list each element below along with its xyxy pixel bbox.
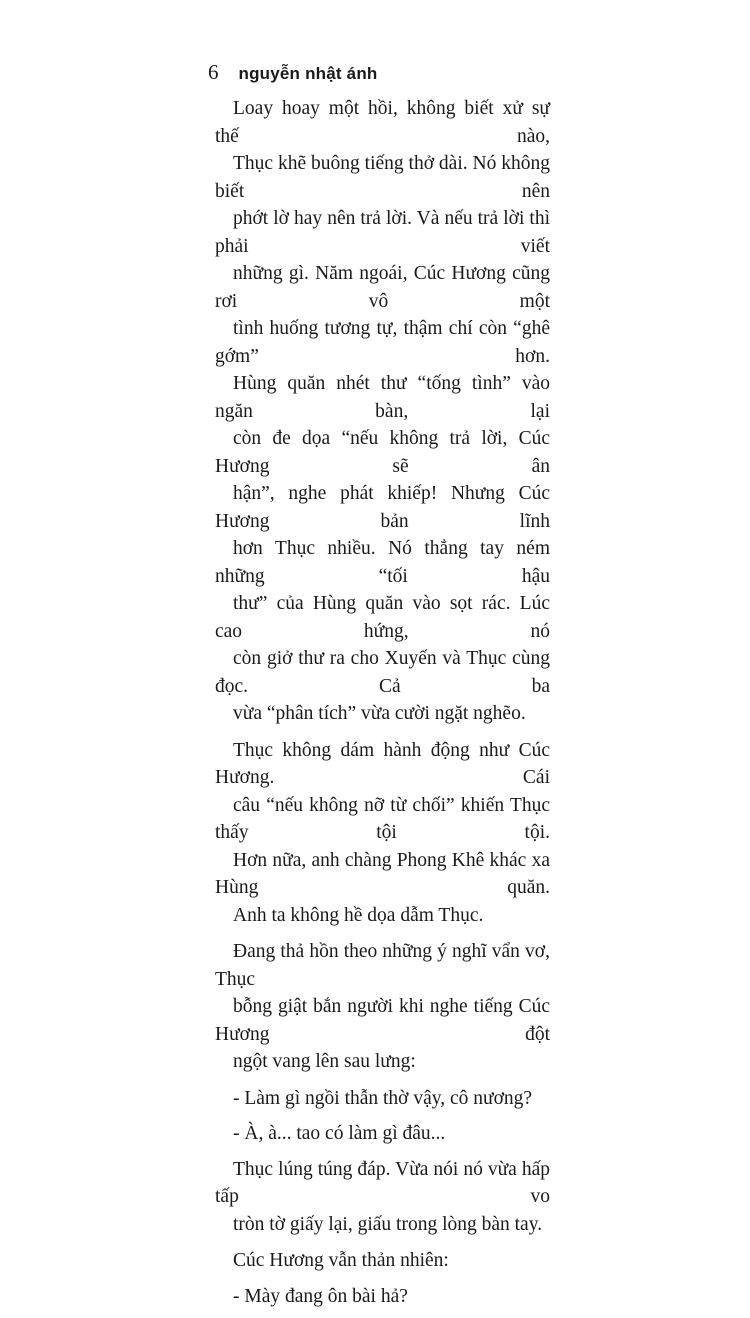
text-line: hơn Thục nhiều. Nó thẳng tay ném những “tối hậu: [215, 538, 550, 587]
text-line: Hơn nữa, anh chàng Phong Khê khác xa Hùng quăn.: [215, 849, 550, 898]
author-name: nguyễn nhật ánh: [238, 64, 378, 83]
dialogue-line: [215, 1283, 550, 1311]
body-text: [215, 95, 550, 1318]
text-line: thư” của Hùng quăn vào sọt rác. Lúc cao hứng, nó: [215, 593, 550, 642]
text-line: Thục lúng túng đáp. Vừa nói nó vừa hấp tấp vo: [215, 1158, 550, 1207]
text-line: bỗng giật bắn người khi nghe tiếng Cúc Hương đột: [215, 996, 550, 1045]
paragraph: [215, 1247, 550, 1275]
text-line: Hùng quăn nhét thư “tống tình” vào ngăn bàn, lại: [215, 373, 550, 422]
text-line: hận”, nghe phát khiếp! Nhưng Cúc Hương bản lĩnh: [215, 483, 550, 532]
text-line: còn đe dọa “nếu không trả lời, Cúc Hương sẽ ân: [215, 428, 550, 477]
text-line: Anh ta không hề dọa dẫm Thục.: [233, 904, 484, 926]
text-line: tròn tờ giấy lại, giấu trong lòng bàn tay.: [233, 1213, 543, 1235]
running-header: [208, 60, 378, 85]
text-line: Thục không dám hành động như Cúc Hương. Cái: [215, 739, 550, 788]
text-line: - Làm gì ngồi thẫn thờ vậy, cô nương?: [233, 1087, 533, 1109]
page-number: 6: [208, 60, 219, 84]
text-line: Đang thả hồn theo những ý nghĩ vẩn vơ, Thục: [215, 941, 550, 990]
dialogue-line: [215, 1120, 550, 1148]
paragraph: [215, 95, 550, 728]
paragraph: [215, 737, 550, 930]
text-line: câu “nếu không nỡ từ chối” khiến Thục thấy tội tội.: [215, 794, 550, 843]
text-line: ngột vang lên sau lưng:: [233, 1051, 416, 1072]
text-line: - Mày đang ôn bài hả?: [233, 1285, 408, 1307]
text-line: còn giở thư ra cho Xuyến và Thục cùng đọc. Cả ba: [215, 648, 550, 697]
dialogue-line: [215, 1085, 550, 1113]
text-line: những gì. Năm ngoái, Cúc Hương cũng rơi vô một: [215, 263, 550, 312]
text-line: phớt lờ hay nên trả lời. Và nếu trả lời thì phải viết: [215, 208, 550, 257]
text-line: Thục khẽ buông tiếng thở dài. Nó không biết nên: [215, 153, 550, 202]
paragraph: [215, 1156, 550, 1239]
paragraph: [215, 938, 550, 1076]
text-line: - À, à... tao có làm gì đâu...: [233, 1123, 446, 1144]
text-line: Cúc Hương vẫn thản nhiên:: [233, 1250, 449, 1271]
text-line: tình huống tương tự, thậm chí còn “ghê gớm” hơn.: [215, 318, 550, 367]
text-line: vừa “phân tích” vừa cười ngặt nghẽo.: [233, 703, 526, 724]
text-line: Loay hoay một hồi, không biết xử sự thế nào,: [215, 98, 550, 147]
